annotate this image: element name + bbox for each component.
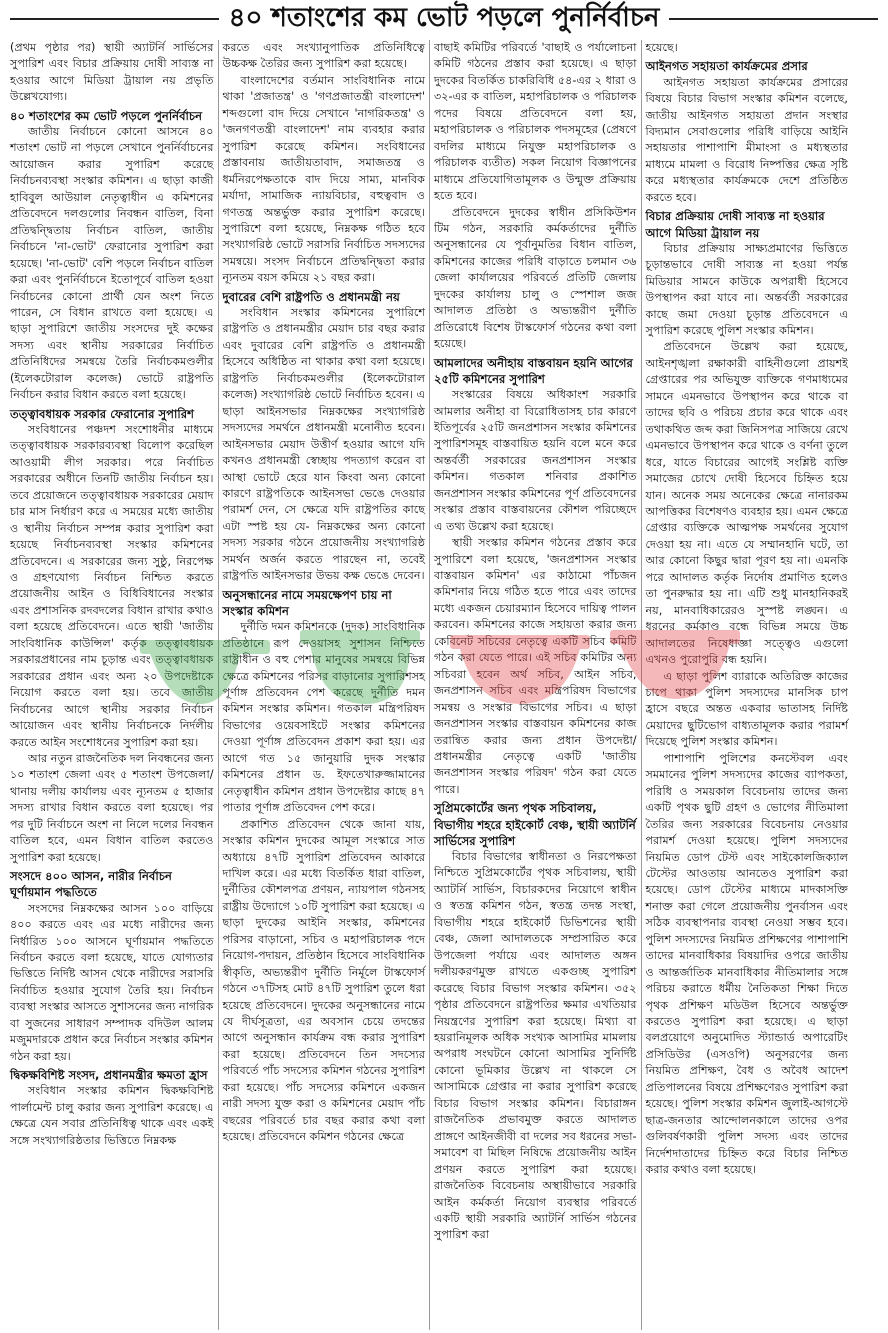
subheading: দ্বিকক্ষবিশিষ্ট সংসদ, প্রধানমন্ত্রীর ক্ষমতা হ্রাস — [10, 1068, 208, 1083]
headline: ৪০ শতাংশের কম ভোট পড়লে পুনর্নির্বাচন — [228, 3, 660, 33]
article-column-1 — [6, 40, 218, 1330]
paragraph: আইনগত সহায়তা কার্যক্রমের প্রসারের বিষয়ে বিচার বিভাগ সংস্কার কমিশন বলেছে, জাতীয় আইনগত সহায়তা প্রদান সংস্থার বিদ্যমান সেবাগুলোর পরিধি বাড়িয়ে আইনি সহায়তার পাশাপাশি মীমাংসা ও মধ্যস্থতার মাধ্যমে মামলা ও বিরোধ নিষ্পত্তির ক্ষেত্র সৃষ্টি করে মধ্যস্থতার কার্যক্রমকে দেশে প্রতিষ্ঠিত করতে হবে। — [645, 75, 848, 204]
paragraph: সংসদের নিম্নকক্ষের আসন ১০০ বাড়িয়ে ৪০০ করতে এবং এর মধ্যে নারীদের জন্য নির্ধারিত ১০০ আসনে ঘূর্ণায়মান পদ্ধতিতে নির্বাচন করতে বলা হয়েছে, যাতে যোগ্যতার ভিত্তিতে নির্দিষ্ট আসন থেকে নারীদের সরাসরি নির্বাচিত হওয়ার সুযোগ তৈরি হয়। নির্বাচন ব্যবস্থা সংস্কার আসতে সুশাসনের জন্য নাগরিক বা সুজনের সাধারণ সম্পাদক বদিউল আলম মজুমদারকে প্রধান করে নির্বাচন সংস্কার কমিশন গঠন করা হয়। — [10, 901, 214, 1063]
subheading: তত্ত্বাবধায়ক সরকার ফেরানোর সুপারিশ — [10, 406, 194, 421]
subheading: সুপ্রিমকোর্টের জন্য পৃথক সচিবালয়, বিভাগীয় শহরে হাইকোর্ট বেঞ্চ, স্থায়ী অ্যাটর্নি সার্ভিসের সুপারিশ — [434, 801, 636, 848]
paragraph: বাছাই কমিটির পরিবর্তে 'বাছাই ও পর্যালোচনা কমিটি গঠনের প্রস্তাব করা হয়েছে। এ ছাড়া দুদকের বিতর্কিত চাকরিবিধি ৫৪-এর ২ ধারা ও ৩২-এর ক বাতিল, মহাপরিচালক ও পরিচালক পদের বিষয়ে প্রতিবেদনে বলা হয়, মহাপরিচালক ও পরিচালক পদসমূহের (প্রেষণে বদলির মাধ্যমে নিযুক্ত মহাপরিচালক ও পরিচালক ব্যতীত) সকল নিয়োগ বিজ্ঞাপনের মাধ্যমে প্রতিযোগিতামূলক ও উন্মুক্ত প্রক্রিয়ায় হতে হবে। — [434, 41, 637, 203]
paragraph: বিচার প্রক্রিয়ায় সাক্ষ্যপ্রমাণের ভিত্তিতে চূড়ান্তভাবে দোষী সাব্যস্ত না হওয়া পর্যন্ত মিডিয়ার সামনে কাউকে অপরাধী হিসেবে উপস্থাপন করা যাবে না। অন্তর্বর্তী সরকারের কাছে জমা দেওয়া চূড়ান্ত প্রতিবেদনে এ সুপারিশ করেছে পুলিশ সংস্কার কমিশন। — [645, 241, 848, 337]
subheading: বিচার প্রক্রিয়ায় দোষী সাব্যস্ত না হওয়ার আগে মিডিয়া ট্রায়াল নয় — [645, 209, 825, 240]
paragraph: (প্রথম পৃষ্ঠার পর) স্থায়ী অ্যাটর্নি সার্ভিসের সুপারিশ এবং বিচার প্রক্রিয়ায় দোষী সাব্যস্ত না হওয়ার আগে মিডিয়া ট্রায়াল নয় প্রভৃতি উল্লেখযোগ্য। — [10, 41, 214, 104]
subheading: সংসদে ৪০০ আসন, নারীর নির্বাচন ঘূর্ণায়মান পদ্ধতিতে — [10, 869, 172, 900]
paragraph: হয়েছে। — [645, 41, 678, 54]
article-columns — [6, 40, 884, 1330]
paragraph: করতে এবং সংখ্যানুপাতিক প্রতিনিধিত্বে উচ্চকক্ষ তৈরির জন্য সুপারিশ করা হয়েছে। — [222, 41, 425, 71]
paragraph: দুর্নীতি দমন কমিশনকে (দুদক) সাংবিধানিক প্রতিষ্ঠানে রূপ দেওয়াসহ সুশাসন নিশ্চিতে রাষ্ট্রাধীন ও বহু পেশার মানুষের সমন্বয়ে বিভিন্ন ক্ষেত্রে কমিশনের পরিসর বাড়ানোর সুপারিশসহ পূর্ণাঙ্গ প্রতিবেদন পেশ করেছে দুর্নীতি দমন কমিশন সংস্কার কমিশন। গতকাল মন্ত্রিপরিষদ বিভাগের ওয়েবসাইটে সংস্কার কমিশনের দেওয়া পূর্ণাঙ্গ প্রতিবেদন প্রকাশ করা হয়। এর আগে গত ১৫ জানুয়ারি দুদক সংস্কার কমিশনের প্রধান ড. ইফতেখারুজ্জামানের নেতৃত্বাধীন কমিশন প্রধান উপদেষ্টার কাছে ৪৭ পাতার পূর্ণাঙ্গ প্রতিবেদন পেশ করে। — [222, 620, 425, 815]
paragraph: সংবিধানের পঞ্চদশ সংশোধনীর মাধ্যমে তত্ত্বাবধায়ক সরকারব্যবস্থা বিলোপ করেছিল আওয়ামী লীগ সরকার। পরে নির্বাচিত সরকারের অধীনে তিনটি জাতীয় নির্বাচন হয়। তবে প্রয়োজনে তত্ত্বাবধায়ক সরকারের মেয়াদ চার মাস নির্ধারণ করে এ সময়ের মধ্যে জাতীয় ও স্থানীয় নির্বাচন সম্পন্ন করার সুপারিশ করা হয়েছে নির্বাচনব্যবস্থা সংস্কার কমিশনের প্রতিবেদনে। এ সরকারের জন্য সুষ্ঠু, নিরপেক্ষ ও গ্রহণযোগ্য নির্বাচন নিশ্চিত করতে প্রয়োজনীয় আইন ও বিধিবিধানের সংস্কার এবং প্রশাসনিক রদবদলের বিধান রাখার কথাও বলা হয়েছে প্রতিবেদনে। এতে স্থায়ী 'জাতীয় সাংবিধানিক কাউন্সিল' কর্তৃক তত্ত্বাবধায়ক সরকারপ্রধানের নাম চূড়ান্ত এবং তত্ত্বাবধায়ক সরকারের প্রধান এবং অন্য ২০ উপদেষ্টাকে নিয়োগ করতে বলা হয়। তবে জাতীয় নির্বাচনের আগে স্থানীয় সরকার নির্বাচন আয়োজন এবং স্থানীয় নির্বাচনকে নির্দলীয় করতে আইন সংশোধনের সুপারিশ করা হয়। — [10, 422, 214, 749]
subheading: আইনগত সহায়তা কার্যক্রমের প্রসার — [645, 59, 808, 74]
article-column-4 — [641, 40, 853, 1330]
subheading: আমলাদের অনীহায় বাস্তবায়ন হয়নি আগের ২৫টি কমিশনের সুপারিশ — [434, 355, 633, 386]
paragraph: আর নতুন রাজনৈতিক দল নিবন্ধনের জন্য ১০ শতাংশ জেলা এবং ৫ শতাংশ উপজেলা/থানায় দলীয় কার্যালয় এবং ন্যূনতম ৫ হাজার সদস্য রাখার বিধান করতে বলা হয়েছে। পর পর দুটি নির্বাচনে অংশ না নিলে দলের নিবন্ধন বাতিল হবে, এমন বিধান বাতিল করতেও সুপারিশ করা হয়েছে। — [10, 752, 214, 864]
paragraph: বিচার বিভাগের স্বাধীনতা ও নিরপেক্ষতা নিশ্চিতে সুপ্রিমকোর্টের পৃথক সচিবালয়, স্থায়ী অ্যাটর্নি সার্ভিস, বিচারকদের নিয়োগে স্বাধীন ও স্বতন্ত্র কমিশন গঠন, স্বতন্ত্র তদন্ত সংস্থা, বিভাগীয় শহরে হাইকোর্ট ডিভিশনের স্থায়ী বেঞ্চ, জেলা আদালতকে সম্প্রসারিত করে উপজেলা পর্যায়ে এবং আদালত অঙ্গন দলীয়করণমুক্ত রাখতে একগুচ্ছ সুপারিশ করেছে বিচার বিভাগ সংস্কার কমিশন। ৩৫২ পৃষ্ঠার প্রতিবেদনে রাষ্ট্রপতির ক্ষমার এখতিয়ার নিয়ন্ত্রণের সুপারিশ করা হয়েছে। মিথ্যা বা হয়রানিমূলক অধিক সংখ্যক আসামির মামলায় অপরাধ সংঘটনে কোনো আসামির সুনির্দিষ্ট কোনো ভূমিকার উল্লেখ না থাকলে সে আসামিকে গ্রেপ্তার না করার সুপারিশ করেছে বিচার বিভাগ সংস্কার কমিশন। বিচারাঙ্গন রাজনৈতিক প্রভাবমুক্ত করতে আদালত প্রাঙ্গণে আইনজীবী বা দলের সব ধরনের সভা-সমাবেশ বা মিছিল নিষিদ্ধে প্রয়োজনীয় আইন প্রণয়ন করতে সুপারিশ করা হয়েছে। রাজনৈতিক বিবেচনায় অস্থায়ীভাবে সরকারি আইন কর্মকর্তা নিয়োগ ব্যবস্থার পরিবর্তে একটি স্থায়ী সরকারি অ্যাটর্নি সার্ভিস গঠনের সুপারিশ করা — [434, 850, 637, 1242]
paragraph: জাতীয় নির্বাচনে কোনো আসনে ৪০ শতাংশ ভোট না পড়লে সেখানে পুনর্নির্বাচনের আয়োজন করার সুপারিশ করেছে নির্বাচনব্যবস্থা সংস্কার কমিশন। এ ছাড়া কাজী হাবিবুল আউয়াল নেতৃত্বাধীন এ কমিশনের প্রতিবেদনে দলগুলোর নিবন্ধন বাতিল, বিনা প্রতিদ্বন্দ্বিতায় নির্বাচন বাতিল, জাতীয় নির্বাচনে 'না-ভোট' ফেরানোর সুপারিশ করা হয়েছে। 'না-ভোট' বেশি পড়লে নির্বাচন বাতিল করা এবং পুনর্নির্বাচনে ইতোপূর্বে বাতিল হওয়া নির্বাচনের কোনো প্রার্থী যেন অংশ নিতে পারেন, সে বিধান রাখতে বলা হয়েছে। এ ছাড়া সুপারিশে জাতীয় সংসদের দুই কক্ষের সদস্য এবং স্থানীয় সরকারের নির্বাচিত প্রতিনিধিদের সমন্বয়ে তৈরি নির্বাচকমণ্ডলীর (ইলেকটোরাল কলেজ) ভোটে রাষ্ট্রপতি নির্বাচন করার বিধান করতে বলা হয়েছে। — [10, 125, 214, 402]
paragraph: সংস্কারের বিষয়ে অধিকাংশ সরকারি আমলার অনীহা বা বিরোধিতাসহ চার কারণে ইতিপূর্বের ২৫টি জনপ্রশাসন সংস্কার কমিশনের সুপারিশসমূহ বাস্তবায়িত হয়নি বলে মনে করে অন্তর্বর্তী সরকারের জনপ্রশাসন সংস্কার কমিশন। গতকাল শনিবার প্রকাশিত জনপ্রশাসন সংস্কার কমিশনের পূর্ণ প্রতিবেদনের সংস্কার প্রস্তাব বাস্তবায়নের কৌশল পরিচ্ছেদে এ তথ্য উল্লেখ করা হয়েছে। — [434, 388, 637, 533]
paragraph: প্রকাশিত প্রতিবেদন থেকে জানা যায়, সংস্কার কমিশন দুদকের আমূল সংস্কারে সাত অধ্যায়ে ৪৭টি সুপারিশ প্রতিবেদন আকারে দাখিল করে। এর মধ্যে বিতর্কিত ধারা বাতিল, দুর্নীতির কৌশলপত্র প্রণয়ন, ন্যায়পাল গঠনসহ রাষ্ট্রীয় উদ্যোগে ১০টি সুপারিশ করা হয়েছে। এ ছাড়া দুদকের আইনি সংস্কার, কমিশনের পরিসর বাড়ানো, সচিব ও মহাপরিচালক পদে নিয়োগ-পদায়ন, প্রতিষ্ঠান হিসেবে সাংবিধানিক স্বীকৃতি, অভ্যন্তরীণ দুর্নীতি নির্মূলে টাস্কফোর্স গঠনে ৩৭টিসহ মোট ৪৭টি সুপারিশ তুলে ধরা হয়েছে প্রতিবেদনে। দুদকের অনুসন্ধানের নামে যে দীর্ঘসূত্রতা, এর অবসান চেয়ে তদন্তের আগে অনুসন্ধান কার্যক্রম বন্ধ করার সুপারিশ করা হয়েছে। প্রতিবেদনে তিন সদস্যের পরিবর্তে পাঁচ সদস্যের কমিশন গঠনের সুপারিশ করা হয়েছে। পাঁচ সদস্যের কমিশনে একজন নারী সদস্য যুক্ত করা ও কমিশনের মেয়াদ পাঁচ বছরের পরিবর্তে চার বছর করার কথা বলা হয়েছে। প্রতিবেদনে কমিশন গঠনের ক্ষেত্রে — [222, 817, 425, 1144]
subheading: ৪০ শতাংশের কম ভোট পড়লে পুনর্নির্বাচন — [10, 108, 203, 123]
paragraph: সংবিধান সংস্কার কমিশনের সুপারিশে রাষ্ট্রপতি ও প্রধানমন্ত্রীর মেয়াদ চার বছর করার এবং দুবারের বেশি রাষ্ট্রপতি ও প্রধানমন্ত্রী হিসেবে অধিষ্ঠিত না থাকার কথা বলা হয়েছে। রাষ্ট্রপতি নির্বাচকমণ্ডলীর (ইলেকটোরাল কলেজ) সংখ্যাগরিষ্ঠ ভোটে নির্বাচিত হবেন। এ ছাড়া আইনসভার নিম্নকক্ষের সংখ্যাগরিষ্ঠ সদস্যদের সমর্থনে প্রধানমন্ত্রী মনোনীত হবেন। আইনসভার মেয়াদ উত্তীর্ণ হওয়ার আগে যদি কখনও প্রধানমন্ত্রী স্বেচ্ছায় পদত্যাগ করেন বা আস্থা ভোটে হেরে যান কিংবা অন্য কোনো কারণে রাষ্ট্রপতিকে আইনসভা ভেঙে দেওয়ার পরামর্শ দেন, সে ক্ষেত্রে যদি রাষ্ট্রপতির কাছে এটা স্পষ্ট হয় যে- নিম্নকক্ষের অন্য কোনো সদস্য সরকার গঠনে প্রয়োজনীয় সংখ্যাগরিষ্ঠ সমর্থন অর্জন করতে পারছেন না, তবেই রাষ্ট্রপতি আইনসভার উভয় কক্ষ ভেঙে দেবেন। — [222, 306, 425, 583]
article-column-3 — [429, 40, 641, 1330]
paragraph: পাশাপাশি পুলিশের কনস্টেবল এবং সমমানের পুলিশ সদস্যদের কাজের ব্যাপকতা, পরিধি ও সময়কাল বিবেচনায় তাদের জন্য একটি পৃথক ছুটি গ্রহণ ও ভোগের নীতিমালা তৈরির জন্য সরকারের বিবেচনায় নেওয়ার পরামর্শ দেওয়া হয়েছে। পুলিশ সদস্যদের নিয়মিত ডোপ টেস্ট এবং সাইকোলজিক্যাল টেস্টের আওতায় আনতেও সুপারিশ করা হয়েছে। ডোপ টেস্টের মাধ্যমে মাদকাসক্তি শনাক্ত করা গেলে প্রয়োজনীয় পুনর্বাসন এবং সঠিক ব্যবস্থাপনার ব্যবস্থা নেওয়া সম্ভব হবে। পুলিশ সদস্যদের নিয়মিত প্রশিক্ষণের পাশাপাশি তাদের মানবাধিকার বিষয়াদির ওপরে জাতীয় ও আন্তর্জাতিক মানবাধিকার নীতিমালার সঙ্গে পরিচয় করাতে ধর্মীয় নৈতিকতা শিক্ষা দিতে পৃথক প্রশিক্ষণ মডিউল হিসেবে অন্তর্ভুক্ত করতেও সুপারিশ করা হয়েছে। এ ছাড়া বলপ্রয়োগে অনুমোদিত স্ট্যান্ডার্ড অপারেটিং প্রসিডিউর (এসওপি) অনুসরণের জন্য নিয়মিত প্রশিক্ষণ, বৈধ ও অবৈধ আদেশ প্রতিপালনের বিষয়ে প্রশিক্ষণেরও সুপারিশ করা হয়েছে। পুলিশ সংস্কার কমিশন জুলাই-আগস্টে ছাত্র-জনতার আন্দোলনকালে তাদের ওপর গুলিবর্ষণকারী পুলিশ সদস্য এবং তাদের নির্দেশদাতাদের চিহ্নিত করে বিচার নিশ্চিত করার কথাও বলা হয়েছে। — [645, 751, 848, 1177]
paragraph: প্রতিবেদনে দুদকের স্বাধীন প্রসিকিউশন টিম গঠন, সরকারি কর্মকর্তাদের দুর্নীতি অনুসন্ধানের যে পূর্বানুমতির বিধান বাতিল, কমিশনের কাজের পরিধি বাড়াতে চলমান ৩৬ জেলা কার্যালয়ের পরিবর্তে প্রতিটি জেলায় দুদকের কার্যালয় চালু ও স্পেশাল জজ আদালত প্রতিষ্ঠা ও অভ্যন্তরীণ দুর্নীতি প্রতিরোধে বিশেষ টাস্কফোর্স গঠনের কথা বলা হয়েছে। — [434, 205, 637, 351]
subheading: দুবারের বেশি রাষ্ট্রপতি ও প্রধানমন্ত্রী নয় — [222, 289, 400, 304]
paragraph: বাংলাদেশের বর্তমান সাংবিধানিক নামে থাকা 'প্রজাতন্ত্র' ও 'গণপ্রজাতন্ত্রী বাংলাদেশ' শব্দগুলো বাদ দিয়ে সেখানে 'নাগরিকতন্ত্র' ও 'জনগণতন্ত্রী বাংলাদেশ' নাম ব্যবহার করার সুপারিশ করেছে কমিশন। সংবিধানের প্রস্তাবনায় জাতীয়তাবাদ, সমাজতন্ত্র ও ধর্মনিরপেক্ষতাকে বাদ দিয়ে সাম্য, মানবিক মর্যাদা, সামাজিক ন্যায়বিচার, বহুত্ববাদ ও গণতন্ত্র অন্তর্ভুক্ত করার সুপারিশ করেছে। সুপারিশে বলা হয়েছে, নিম্নকক্ষ গঠিত হবে সংখ্যাগরিষ্ঠ ভোটে সরাসরি নির্বাচিত সদস্যদের সমন্বয়ে। সংসদ নির্বাচনে প্রতিদ্বন্দ্বিতা করার ন্যূনতম বয়স কমিয়ে ২১ বছর করা। — [222, 73, 425, 285]
headline-rule-right — [669, 18, 878, 20]
subheading: অনুসন্ধানের নামে সময়ক্ষেপণ চায় না সংস্কার কমিশন — [222, 587, 392, 618]
article-column-2 — [218, 40, 430, 1330]
headline-rule-left — [10, 18, 219, 20]
paragraph: স্থায়ী সংস্কার কমিশন গঠনের প্রস্তাব করে সুপারিশে বলা হয়েছে, 'জনপ্রশাসন সংস্কার বাস্তবায়ন কমিশন' এর কাঠামো পাঁচজন কমিশনার নিয়ে গঠিত হতে পারে এবং তাদের মধ্যে একজন চেয়ারম্যান হিসেবে দায়িত্ব পালন করবেন। কমিশনের কাজে সহায়তা করার জন্য কেবিনেট সচিবের নেতৃত্বে একটি সচিব কমিটি গঠন করা যেতে পারে। এই সচিব কমিটির অন্য সচিবরা হবেন অর্থ সচিব, আইন সচিব, জনপ্রশাসন সচিব এবং মন্ত্রিপরিষদ বিভাগের সমন্বয় ও সংস্কার বিভাগের সচিব। এ ছাড়া জনপ্রশাসন সংস্কার বাস্তবায়ন কমিশনের কাজ তরান্বিত করার জন্য প্রধান উপদেষ্টা/প্রধানমন্ত্রীর নেতৃত্বে একটি 'জাতীয় জনপ্রশাসন সংস্কার পরিষদ' গঠন করা যেতে পারে। — [434, 536, 637, 796]
paragraph: সংবিধান সংস্কার কমিশন দ্বিকক্ষবিশিষ্ট পার্লামেন্ট চালু করার জন্য সুপারিশ করেছে। এ ক্ষেত্রে যেন সবার প্রতিনিধিত্ব থাকে এবং একই সঙ্গে সংখ্যাগরিষ্ঠতার ভিত্তিতে নিম্নকক্ষ — [10, 1084, 214, 1147]
paragraph: প্রতিবেদনে উল্লেখ করা হয়েছে, আইনশৃঙ্খলা রক্ষাকারী বাহিনীগুলো প্রায়শই গ্রেপ্তারের পর অভিযুক্ত ব্যক্তিকে গণমাধ্যমের সামনে এমনভাবে উপস্থাপন করে থাকে বা তাদের ছবি ও পরিচয় প্রচার করে থাকে এবং তথাকথিত জব্দ করা জিনিসপত্র সাজিয়ে রেখে এমনভাবে উপস্থাপন করে থাকে ও বর্ণনা তুলে ধরে, যাতে বিচারের আগেই সংশ্লিষ্ট ব্যক্তি সমাজের চোখে দোষী হিসেবে চিহ্নিত হয়ে যান। অনেক সময় অনেকের ক্ষেত্রে নানারকম আপত্তিকর বিশেষণও ব্যবহার হয়। এমন ক্ষেত্রে গ্রেপ্তার ব্যক্তিকে আত্মপক্ষ সমর্থনের সুযোগ দেওয়া হয় না। এতে যে সম্মানহানি ঘটে, তা আর কোনো কিছুর দ্বারা পূরণ হয় না। এমনকি পরে আদালত কর্তৃক নির্দোষ প্রমাণিত হলেও তা পুনরুদ্ধার হয় না। এটি শুধু মানহানিকরই নয়, মানবাধিকারেরও সুস্পষ্ট লঙ্ঘন। এ ধরনের কর্মকাণ্ড বন্ধে বিভিন্ন সময়ে উচ্চ আদালতের নিষেধাজ্ঞা সত্ত্বেও এগুলো এখনও পুরোপুরি বন্ধ হয়নি। — [645, 340, 848, 667]
paragraph: এ ছাড়া পুলিশ ব্যারাকে অতিরিক্ত কাজের চাপে থাকা পুলিশ সদস্যদের মানসিক চাপ হ্রাসে বছরে অন্তত একবার ভাতাসহ নির্দিষ্ট মেয়াদের ছুটিভোগ বাধ্যতামূলক করার পরামর্শ দিয়েছে পুলিশ সংস্কার কমিশন। — [645, 669, 848, 749]
headline-bar — [0, 0, 888, 38]
